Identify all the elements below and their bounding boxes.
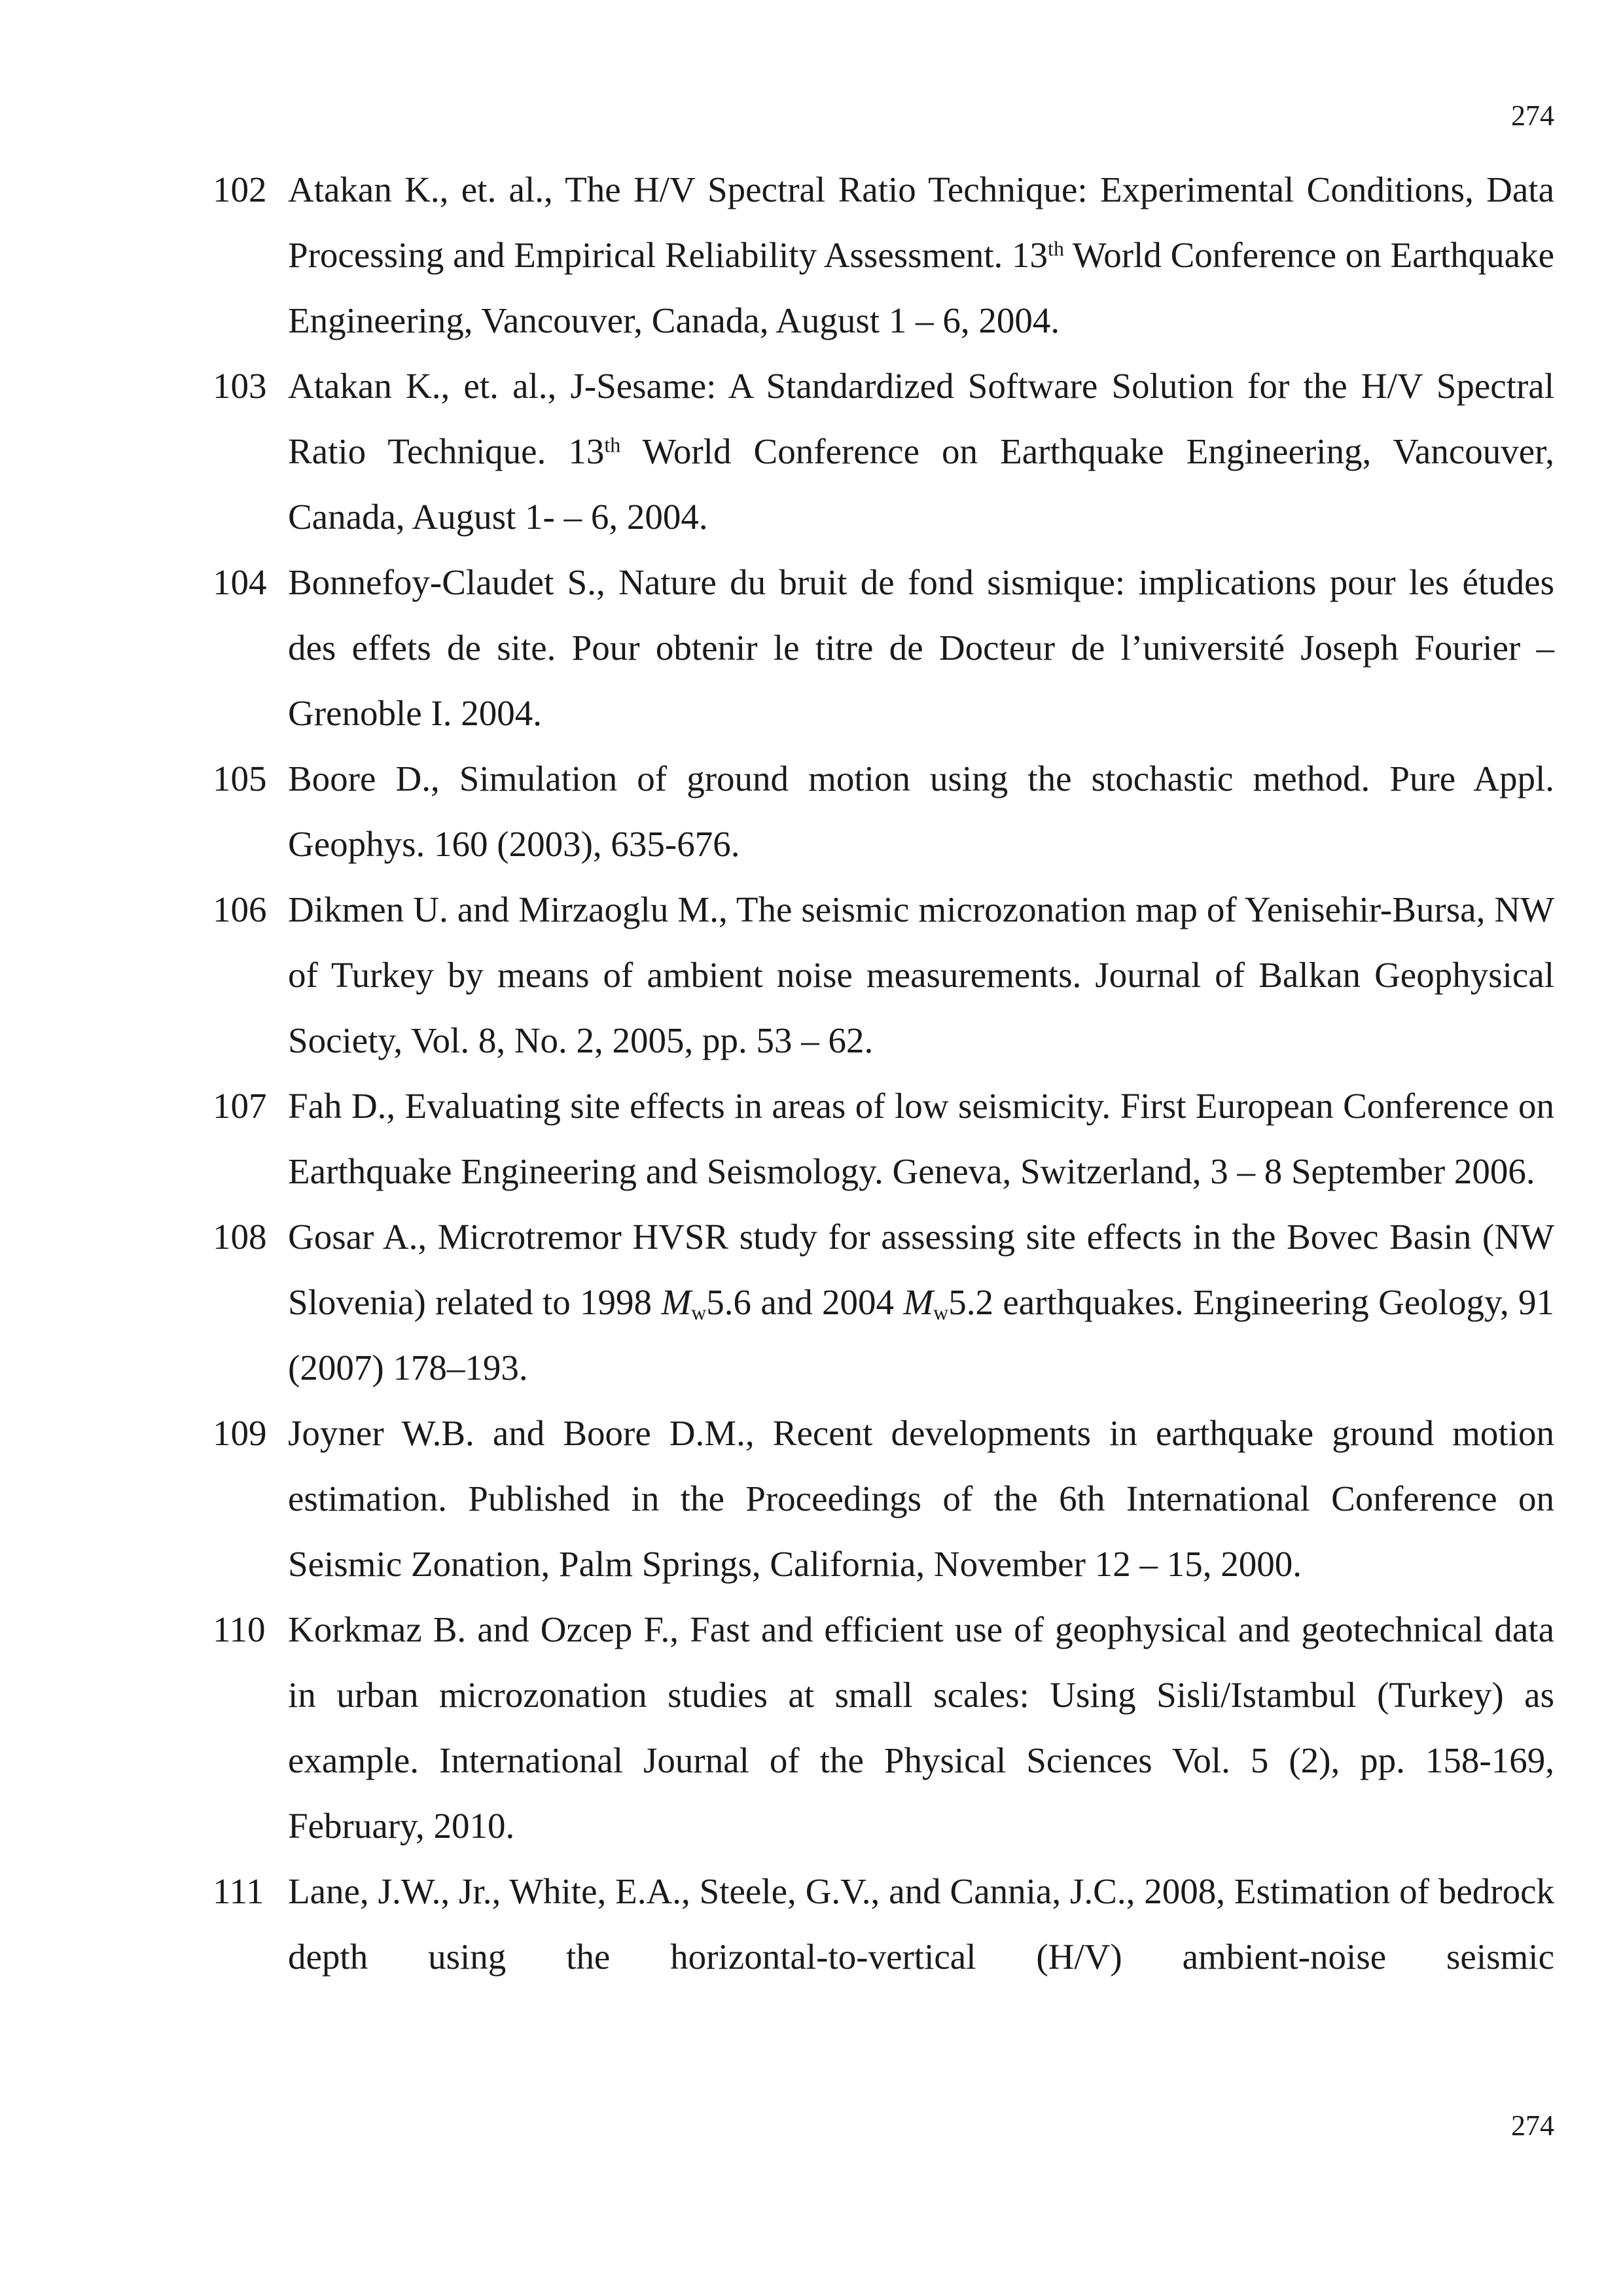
magnitude-symbol: M [903, 1282, 934, 1322]
reference-text-cont: 5.6 and 2004 [706, 1282, 904, 1322]
ordinal-suffix: th [1048, 236, 1064, 260]
page-number-bottom: 274 [1511, 2109, 1554, 2142]
reference-text: Joyner W.B. and Boore D.M., Recent developments in earthquake ground motion estimation. Published in the Proceedings of the 6th International Conference on Seismic Zonation, Palm Springs, California, November 12 – 15, 2000. [288, 1413, 1554, 1584]
reference-text-cont: World Conference on Earthquake Engineering, Vancouver, Canada, August 1- – 6, 2004. [288, 431, 1555, 537]
reference-item-104 [154, 550, 1554, 746]
reference-number: 104 [213, 562, 267, 602]
reference-number: 106 [213, 889, 267, 929]
reference-item-108 [154, 1204, 1554, 1401]
magnitude-subscript: w [691, 1300, 707, 1324]
reference-text: Atakan K., et. al., J-Sesame: A Standardized Software Solution for the H/V Spectral Ratio Technique. 13 [288, 366, 1554, 471]
magnitude-symbol: M [661, 1282, 692, 1322]
page-number-top: 274 [1511, 99, 1554, 132]
ordinal-suffix: th [604, 433, 621, 457]
reference-text: Lane, J.W., Jr., White, E.A., Steele, G.V., and Cannia, J.C., 2008, Estimation of bedrock depth using the horizontal-to-vertical (H/V) ambient-noise seismic [288, 1871, 1554, 1977]
reference-number: 107 [213, 1086, 267, 1126]
reference-number: 102 [213, 170, 267, 209]
reference-text-cont: World Conference on Earthquake Engineering, Vancouver, Canada, August 1 – 6, 2004. [288, 235, 1554, 340]
reference-text: Korkmaz B. and Ozcep F., Fast and efficient use of geophysical and geotechnical data in urban microzonation studies at small scales: Using Sisli/Istambul (Turkey) as example. International Journal of the Physical Sciences Vol. 5 (2), pp. 158-169, February, 2010. [288, 1609, 1554, 1846]
reference-item-107 [154, 1073, 1554, 1204]
reference-number: 110 [213, 1609, 266, 1649]
reference-text: Dikmen U. and Mirzaoglu M., The seismic microzonation map of Yenisehir-Bursa, NW of Turkey by means of ambient noise measurements. Journal of Balkan Geophysical Society, Vol. 8, No. 2, 2005, pp. 53 – 62. [288, 889, 1554, 1060]
reference-item-111 [154, 1859, 1554, 1990]
reference-item-103 [154, 353, 1554, 550]
reference-text: Bonnefoy-Claudet S., Nature du bruit de fond sismique: implications pour les études des effets de site. Pour obtenir le titre de Docteur de l’université Joseph Fourier – Grenoble I. 2004. [288, 562, 1554, 733]
magnitude-subscript: w [933, 1300, 949, 1324]
reference-item-102 [154, 157, 1554, 353]
reference-text-cont: 5.2 earthquakes. Engineering Geology, 91 (2007) 178–193. [288, 1282, 1554, 1388]
reference-item-105 [154, 746, 1554, 877]
reference-number: 103 [213, 366, 267, 406]
reference-text: Boore D., Simulation of ground motion using the stochastic method. Pure Appl. Geophys. 160 (2003), 635-676. [288, 759, 1554, 864]
reference-item-106 [154, 877, 1554, 1073]
reference-number: 111 [213, 1871, 264, 1911]
reference-item-109 [154, 1401, 1554, 1597]
reference-list [154, 157, 1554, 1990]
reference-text: Atakan K., et. al., The H/V Spectral Ratio Technique: Experimental Conditions, Data Processing and Empirical Reliability Assessment. 13 [288, 170, 1554, 275]
reference-text: Fah D., Evaluating site effects in areas of low seismicity. First European Conference on Earthquake Engineering and Seismology. Geneva, Switzerland, 3 – 8 September 2006. [288, 1086, 1554, 1191]
reference-number: 109 [213, 1413, 267, 1453]
reference-number: 105 [213, 759, 267, 798]
reference-number: 108 [213, 1217, 267, 1257]
reference-text: Gosar A., Microtremor HVSR study for assessing site effects in the Bovec Basin (NW Slovenia) related to 1998 [288, 1217, 1554, 1322]
reference-item-110 [154, 1597, 1554, 1859]
